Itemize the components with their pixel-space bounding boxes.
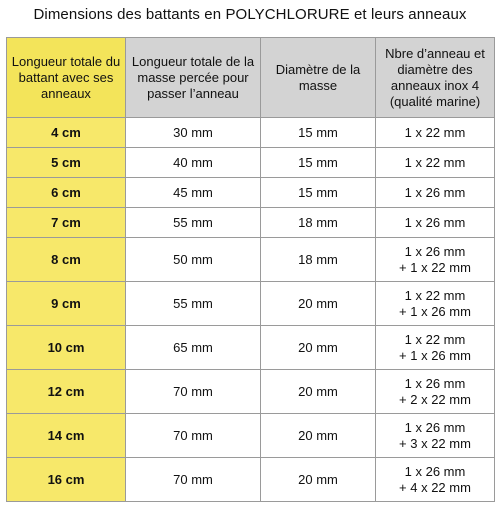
table-row: [7, 458, 495, 502]
table-body: [7, 118, 495, 502]
ring-spec: + 4 x 22 mm: [399, 479, 471, 495]
cell-mass-diameter: 20 mm: [261, 414, 376, 458]
ring-spec: + 1 x 22 mm: [399, 259, 471, 275]
ring-spec: 1 x 26 mm: [404, 214, 466, 230]
cell-total-length: 12 cm: [7, 370, 126, 414]
cell-total-length: 14 cm: [7, 414, 126, 458]
ring-spec: 1 x 26 mm: [404, 184, 466, 200]
cell-total-length: 16 cm: [7, 458, 126, 502]
cell-mass-length: 30 mm: [126, 118, 261, 148]
cell-mass-length: 45 mm: [126, 178, 261, 208]
cell-mass-diameter: 15 mm: [261, 178, 376, 208]
ring-spec: + 2 x 22 mm: [399, 391, 471, 407]
cell-mass-length: 40 mm: [126, 148, 261, 178]
cell-mass-length: 70 mm: [126, 370, 261, 414]
cell-mass-length: 55 mm: [126, 208, 261, 238]
ring-spec: 1 x 22 mm: [404, 124, 466, 140]
cell-rings: [376, 118, 495, 148]
cell-mass-diameter: 15 mm: [261, 118, 376, 148]
cell-mass-diameter: 18 mm: [261, 238, 376, 282]
cell-total-length: 4 cm: [7, 118, 126, 148]
header-total-length: Longueur totale du battant avec ses anneaux: [7, 38, 126, 118]
cell-rings: [376, 414, 495, 458]
cell-total-length: 8 cm: [7, 238, 126, 282]
table-row: [7, 118, 495, 148]
header-row: [7, 38, 495, 118]
ring-spec: + 1 x 26 mm: [399, 303, 471, 319]
table-row: [7, 282, 495, 326]
cell-mass-length: 50 mm: [126, 238, 261, 282]
cell-mass-diameter: 20 mm: [261, 282, 376, 326]
cell-rings: [376, 178, 495, 208]
page-title: Dimensions des battants en POLYCHLORURE et leurs anneaux: [33, 6, 467, 23]
header-rings: Nbre d’anneau et diamètre des anneaux inox 4 (qualité marine): [376, 38, 495, 118]
cell-mass-diameter: 20 mm: [261, 326, 376, 370]
ring-spec: 1 x 26 mm: [404, 463, 466, 479]
cell-rings: [376, 370, 495, 414]
cell-rings: [376, 282, 495, 326]
table-row: [7, 178, 495, 208]
cell-mass-diameter: 18 mm: [261, 208, 376, 238]
ring-spec: 1 x 26 mm: [404, 375, 466, 391]
dimensions-table: [6, 37, 495, 502]
cell-rings: [376, 148, 495, 178]
cell-total-length: 10 cm: [7, 326, 126, 370]
ring-spec: + 1 x 26 mm: [399, 347, 471, 363]
cell-rings: [376, 208, 495, 238]
cell-mass-length: 70 mm: [126, 458, 261, 502]
table-row: [7, 208, 495, 238]
cell-mass-diameter: 20 mm: [261, 370, 376, 414]
cell-rings: [376, 326, 495, 370]
ring-spec: 1 x 22 mm: [404, 154, 466, 170]
cell-rings: [376, 458, 495, 502]
cell-total-length: 9 cm: [7, 282, 126, 326]
cell-total-length: 6 cm: [7, 178, 126, 208]
cell-mass-length: 70 mm: [126, 414, 261, 458]
cell-rings: [376, 238, 495, 282]
table-row: [7, 326, 495, 370]
table-row: [7, 238, 495, 282]
cell-mass-length: 55 mm: [126, 282, 261, 326]
ring-spec: 1 x 22 mm: [404, 331, 466, 347]
table-row: [7, 414, 495, 458]
ring-spec: + 3 x 22 mm: [399, 435, 471, 451]
table-row: [7, 148, 495, 178]
cell-total-length: 5 cm: [7, 148, 126, 178]
cell-mass-diameter: 20 mm: [261, 458, 376, 502]
ring-spec: 1 x 22 mm: [404, 287, 466, 303]
ring-spec: 1 x 26 mm: [404, 243, 466, 259]
table-row: [7, 370, 495, 414]
header-mass-diameter: Diamètre de la masse: [261, 38, 376, 118]
cell-mass-diameter: 15 mm: [261, 148, 376, 178]
ring-spec: 1 x 26 mm: [404, 419, 466, 435]
cell-total-length: 7 cm: [7, 208, 126, 238]
cell-mass-length: 65 mm: [126, 326, 261, 370]
header-mass-length: Longueur totale de la masse percée pour passer l’anneau: [126, 38, 261, 118]
